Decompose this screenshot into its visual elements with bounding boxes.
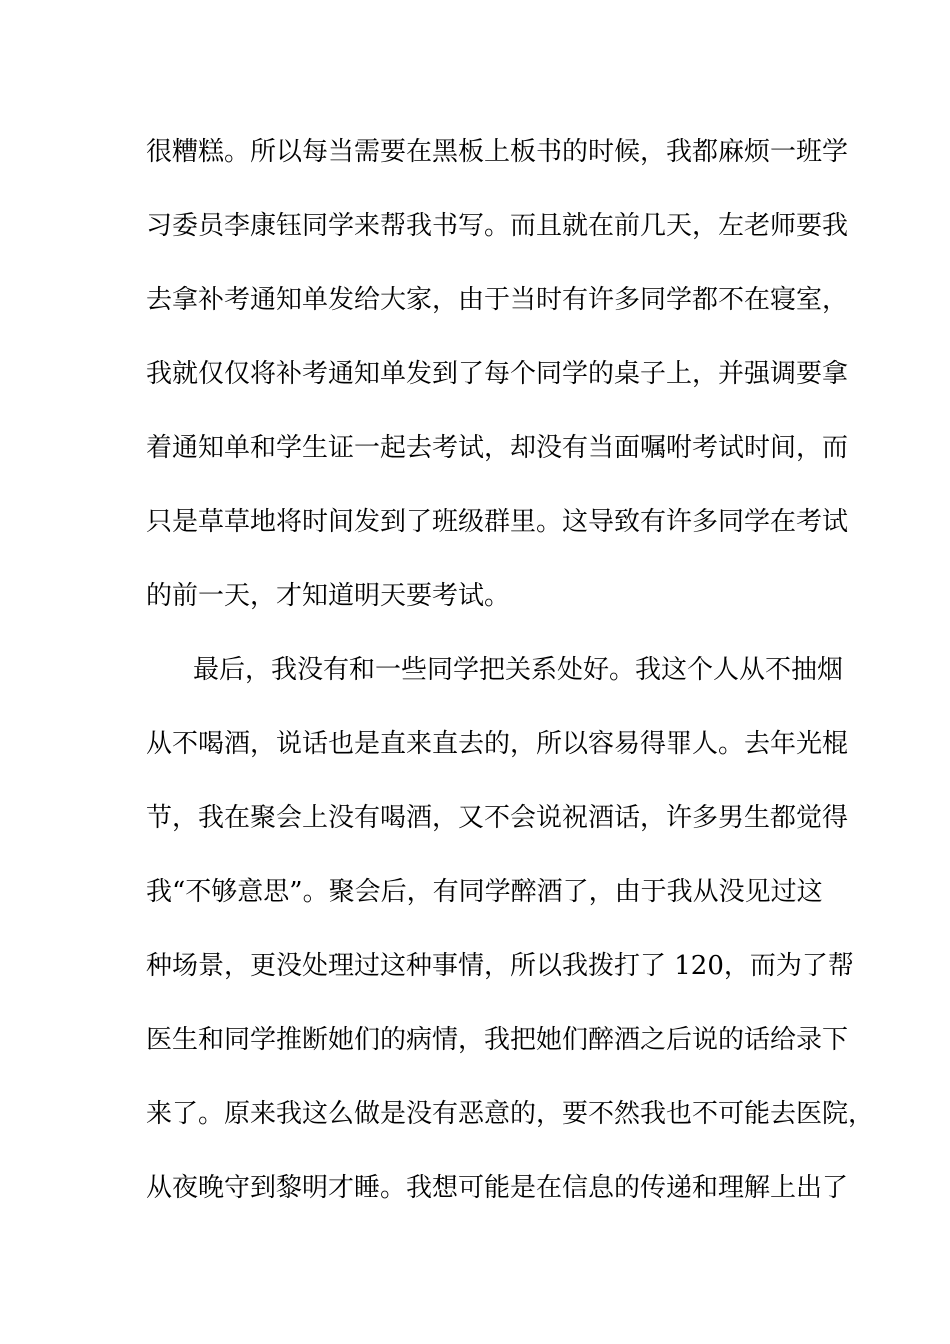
text-line: 我就仅仅将补考通知单发到了每个同学的桌子上，并强调要拿: [146, 359, 849, 389]
text-line: 节，我在聚会上没有喝酒，又不会说祝酒话，许多男生都觉得: [146, 803, 849, 833]
text-line: 来了。原来我这么做是没有恶意的，要不然我也不可能去医院，: [146, 1099, 875, 1129]
text-line: 的前一天，才知道明天要考试。: [146, 581, 511, 611]
text-line: 医生和同学推断她们的病情，我把她们醉酒之后说的话给录下: [146, 1025, 849, 1055]
text-line: 去拿补考通知单发给大家，由于当时有许多同学都不在寝室，: [146, 285, 849, 315]
text-line: 从不喝酒，说话也是直来直去的，所以容易得罪人。去年光棍: [146, 729, 849, 759]
text-line: 只是草草地将时间发到了班级群里。这导致有许多同学在考试: [146, 507, 849, 537]
text-line: 很糟糕。所以每当需要在黑板上板书的时候，我都麻烦一班学: [146, 137, 849, 167]
text-line: 我“不够意思”。聚会后，有同学醉酒了，由于我从没见过这: [146, 877, 823, 907]
text-line: 习委员李康钰同学来帮我书写。而且就在前几天，左老师要我: [146, 211, 849, 241]
text-line: 着通知单和学生证一起去考试，却没有当面嘱咐考试时间，而: [146, 433, 849, 463]
text-line: 种场景，更没处理过这种事情，所以我拨打了 120，而为了帮: [146, 951, 854, 981]
text-line: 最后，我没有和一些同学把关系处好。我这个人从不抽烟: [193, 655, 844, 685]
text-line: 从夜晚守到黎明才睡。我想可能是在信息的传递和理解上出了: [146, 1173, 849, 1203]
